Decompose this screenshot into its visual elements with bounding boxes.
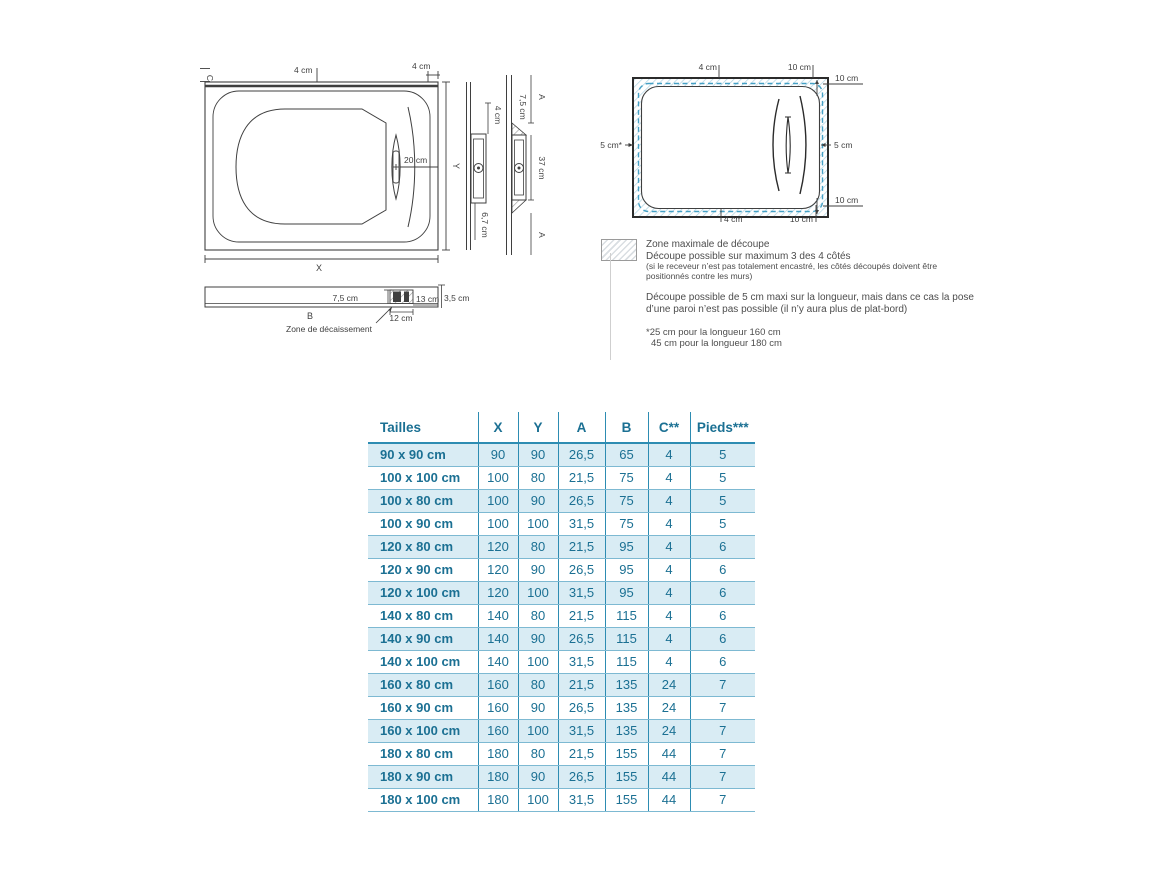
value-cell-b: 115 — [605, 650, 648, 673]
table-row — [368, 604, 755, 627]
value-cell-x: 120 — [478, 535, 518, 558]
size-table-header-row — [368, 412, 755, 443]
table-row — [368, 719, 755, 742]
value-cell-c: 44 — [648, 788, 690, 811]
value-cell-c: 4 — [648, 581, 690, 604]
value-cell-pieds: 7 — [690, 742, 755, 765]
size-label-cell: 140 x 90 cm — [368, 627, 478, 650]
legend-paragraph: Découpe possible de 5 cm maxi sur la longueur, mais dans ce cas la pose d’une paroi n’est pas possible (il n’y aura plus de plat-bord) — [646, 292, 974, 315]
table-row — [368, 535, 755, 558]
value-cell-y: 90 — [518, 489, 558, 512]
table-row — [368, 443, 755, 466]
value-cell-c: 44 — [648, 765, 690, 788]
value-cell-c: 4 — [648, 466, 690, 489]
value-cell-c: 4 — [648, 604, 690, 627]
value-cell-a: 21,5 — [558, 742, 605, 765]
value-cell-y: 100 — [518, 788, 558, 811]
value-cell-x: 160 — [478, 673, 518, 696]
table-row — [368, 650, 755, 673]
value-cell-b: 155 — [605, 742, 648, 765]
value-cell-c: 4 — [648, 535, 690, 558]
col-header-tailles: Tailles — [368, 412, 478, 443]
legend-line: positionnés contre les murs) — [646, 270, 753, 281]
dim-y: Y — [451, 162, 461, 170]
dim-section-13: 13 cm — [416, 294, 440, 304]
table-row — [368, 696, 755, 719]
dim-cut-left-5: 5 cm* — [600, 140, 622, 150]
value-cell-a: 21,5 — [558, 535, 605, 558]
value-cell-x: 120 — [478, 558, 518, 581]
table-row — [368, 765, 755, 788]
table-row — [368, 512, 755, 535]
size-label-cell: 100 x 80 cm — [368, 489, 478, 512]
value-cell-b: 75 — [605, 466, 648, 489]
value-cell-x: 100 — [478, 466, 518, 489]
hatch-swatch-icon — [601, 239, 637, 261]
value-cell-pieds: 6 — [690, 650, 755, 673]
value-cell-x: 160 — [478, 696, 518, 719]
value-cell-a: 26,5 — [558, 489, 605, 512]
size-label-cell: 100 x 90 cm — [368, 512, 478, 535]
size-label-cell: 90 x 90 cm — [368, 443, 478, 466]
value-cell-c: 4 — [648, 650, 690, 673]
value-cell-x: 140 — [478, 650, 518, 673]
value-cell-y: 80 — [518, 535, 558, 558]
size-label-cell: 160 x 80 cm — [368, 673, 478, 696]
value-cell-pieds: 7 — [690, 765, 755, 788]
value-cell-pieds: 6 — [690, 558, 755, 581]
value-cell-a: 31,5 — [558, 650, 605, 673]
value-cell-c: 4 — [648, 512, 690, 535]
size-label-cell: 120 x 80 cm — [368, 535, 478, 558]
cut-zone-drawing — [595, 55, 895, 230]
value-cell-pieds: 5 — [690, 466, 755, 489]
dim-section-b: B — [306, 311, 314, 321]
value-cell-x: 180 — [478, 765, 518, 788]
table-row — [368, 742, 755, 765]
table-row — [368, 627, 755, 650]
dim-section-12: 12 cm — [389, 313, 413, 323]
dim-cut-bottom-4: 4 cm — [724, 214, 743, 224]
value-cell-x: 120 — [478, 581, 518, 604]
col-header-b: B — [605, 412, 648, 443]
table-row — [368, 466, 755, 489]
value-cell-b: 155 — [605, 788, 648, 811]
value-cell-a: 21,5 — [558, 466, 605, 489]
value-cell-c: 44 — [648, 742, 690, 765]
value-cell-pieds: 5 — [690, 443, 755, 466]
value-cell-a: 21,5 — [558, 604, 605, 627]
size-label-cell: 140 x 100 cm — [368, 650, 478, 673]
size-label-cell: 140 x 80 cm — [368, 604, 478, 627]
value-cell-x: 100 — [478, 489, 518, 512]
value-cell-b: 135 — [605, 696, 648, 719]
col-header-y: Y — [518, 412, 558, 443]
value-cell-y: 100 — [518, 581, 558, 604]
value-cell-c: 24 — [648, 696, 690, 719]
dim-side1-top: 4 cm — [493, 105, 503, 125]
dim-corner-offset: 4 cm — [412, 61, 431, 71]
value-cell-pieds: 6 — [690, 627, 755, 650]
dim-side2-top: 7,5 cm — [518, 94, 528, 120]
dim-cut-top-4: 4 cm — [698, 62, 717, 72]
value-cell-pieds: 7 — [690, 719, 755, 742]
col-header-pieds: Pieds*** — [690, 412, 755, 443]
legend-divider — [610, 253, 611, 360]
table-row — [368, 489, 755, 512]
value-cell-y: 90 — [518, 765, 558, 788]
dim-x: X — [315, 263, 323, 273]
dim-cut-top-10: 10 cm — [787, 62, 811, 72]
value-cell-y: 100 — [518, 719, 558, 742]
value-cell-a: 31,5 — [558, 581, 605, 604]
value-cell-b: 115 — [605, 627, 648, 650]
table-row — [368, 788, 755, 811]
value-cell-pieds: 5 — [690, 489, 755, 512]
legend-footnote: *25 cm pour la longueur 160 cm — [646, 327, 781, 338]
value-cell-c: 24 — [648, 719, 690, 742]
value-cell-b: 135 — [605, 673, 648, 696]
size-label-cell: 160 x 100 cm — [368, 719, 478, 742]
value-cell-a: 26,5 — [558, 627, 605, 650]
value-cell-a: 26,5 — [558, 765, 605, 788]
size-label-cell: 180 x 90 cm — [368, 765, 478, 788]
value-cell-pieds: 7 — [690, 673, 755, 696]
value-cell-a: 21,5 — [558, 673, 605, 696]
value-cell-pieds: 7 — [690, 696, 755, 719]
size-label-cell: 120 x 100 cm — [368, 581, 478, 604]
plan-view — [205, 82, 438, 250]
plan-and-section-drawing — [190, 55, 550, 345]
dim-cut-right-top-10: 10 cm — [835, 73, 859, 83]
value-cell-b: 75 — [605, 489, 648, 512]
table-row — [368, 581, 755, 604]
value-cell-y: 100 — [518, 650, 558, 673]
section-zone-label: Zone de décaissement — [286, 324, 372, 334]
dim-side1-bottom: 6,7 cm — [480, 212, 490, 238]
value-cell-y: 90 — [518, 443, 558, 466]
col-header-x: X — [478, 412, 518, 443]
value-cell-b: 75 — [605, 512, 648, 535]
col-header-a: A — [558, 412, 605, 443]
value-cell-y: 80 — [518, 673, 558, 696]
size-label-cell: 160 x 90 cm — [368, 696, 478, 719]
value-cell-y: 100 — [518, 512, 558, 535]
dim-top-offset: 4 cm — [294, 65, 313, 75]
size-label-cell: 180 x 80 cm — [368, 742, 478, 765]
value-cell-x: 180 — [478, 788, 518, 811]
value-cell-c: 4 — [648, 627, 690, 650]
table-row — [368, 558, 755, 581]
value-cell-b: 115 — [605, 604, 648, 627]
value-cell-a: 31,5 — [558, 719, 605, 742]
legend-footnote: 45 cm pour la longueur 180 cm — [651, 338, 782, 349]
value-cell-x: 160 — [478, 719, 518, 742]
value-cell-pieds: 7 — [690, 788, 755, 811]
dim-section-drain-height: 7,5 cm — [332, 293, 358, 303]
value-cell-b: 65 — [605, 443, 648, 466]
value-cell-y: 90 — [518, 558, 558, 581]
dim-side2-a-top: A — [537, 94, 547, 100]
dim-section-edge: 3,5 cm — [444, 293, 470, 303]
value-cell-pieds: 6 — [690, 581, 755, 604]
col-header-c: C** — [648, 412, 690, 443]
dim-cut-bottom-10: 10 cm — [789, 214, 813, 224]
value-cell-y: 90 — [518, 696, 558, 719]
size-table-section — [368, 412, 755, 812]
value-cell-x: 100 — [478, 512, 518, 535]
dim-cut-right-bottom-10: 10 cm — [835, 195, 859, 205]
value-cell-b: 135 — [605, 719, 648, 742]
cut-zone-legend — [600, 237, 1000, 349]
value-cell-y: 80 — [518, 466, 558, 489]
dim-drain-offset: 20 cm — [404, 155, 428, 165]
dim-c: C — [205, 74, 215, 82]
value-cell-b: 95 — [605, 581, 648, 604]
value-cell-y: 90 — [518, 627, 558, 650]
value-cell-y: 80 — [518, 742, 558, 765]
value-cell-a: 26,5 — [558, 558, 605, 581]
size-label-cell: 180 x 100 cm — [368, 788, 478, 811]
legend-title: Zone maximale de découpe — [646, 239, 770, 250]
value-cell-pieds: 6 — [690, 604, 755, 627]
legend-line: (si le receveur n’est pas totalement encastré, les côtés découpés doivent être — [646, 261, 938, 271]
value-cell-y: 80 — [518, 604, 558, 627]
cut-zone-view — [625, 65, 863, 222]
value-cell-x: 180 — [478, 742, 518, 765]
dim-cut-right-5: 5 cm — [834, 140, 853, 150]
value-cell-b: 95 — [605, 535, 648, 558]
value-cell-pieds: 6 — [690, 535, 755, 558]
value-cell-a: 31,5 — [558, 512, 605, 535]
value-cell-a: 31,5 — [558, 788, 605, 811]
value-cell-c: 4 — [648, 489, 690, 512]
value-cell-pieds: 5 — [690, 512, 755, 535]
value-cell-x: 140 — [478, 604, 518, 627]
dim-side2-drain: 37 cm — [537, 156, 547, 180]
value-cell-x: 140 — [478, 627, 518, 650]
table-row — [368, 673, 755, 696]
value-cell-b: 155 — [605, 765, 648, 788]
size-table — [368, 412, 755, 812]
value-cell-c: 4 — [648, 558, 690, 581]
value-cell-a: 26,5 — [558, 443, 605, 466]
dim-side2-a-bottom: A — [537, 232, 547, 238]
size-label-cell: 120 x 90 cm — [368, 558, 478, 581]
value-cell-b: 95 — [605, 558, 648, 581]
value-cell-c: 4 — [648, 443, 690, 466]
legend-line: Découpe possible sur maximum 3 des 4 côtés — [646, 250, 851, 262]
value-cell-c: 24 — [648, 673, 690, 696]
value-cell-a: 26,5 — [558, 696, 605, 719]
value-cell-x: 90 — [478, 443, 518, 466]
size-label-cell: 100 x 100 cm — [368, 466, 478, 489]
